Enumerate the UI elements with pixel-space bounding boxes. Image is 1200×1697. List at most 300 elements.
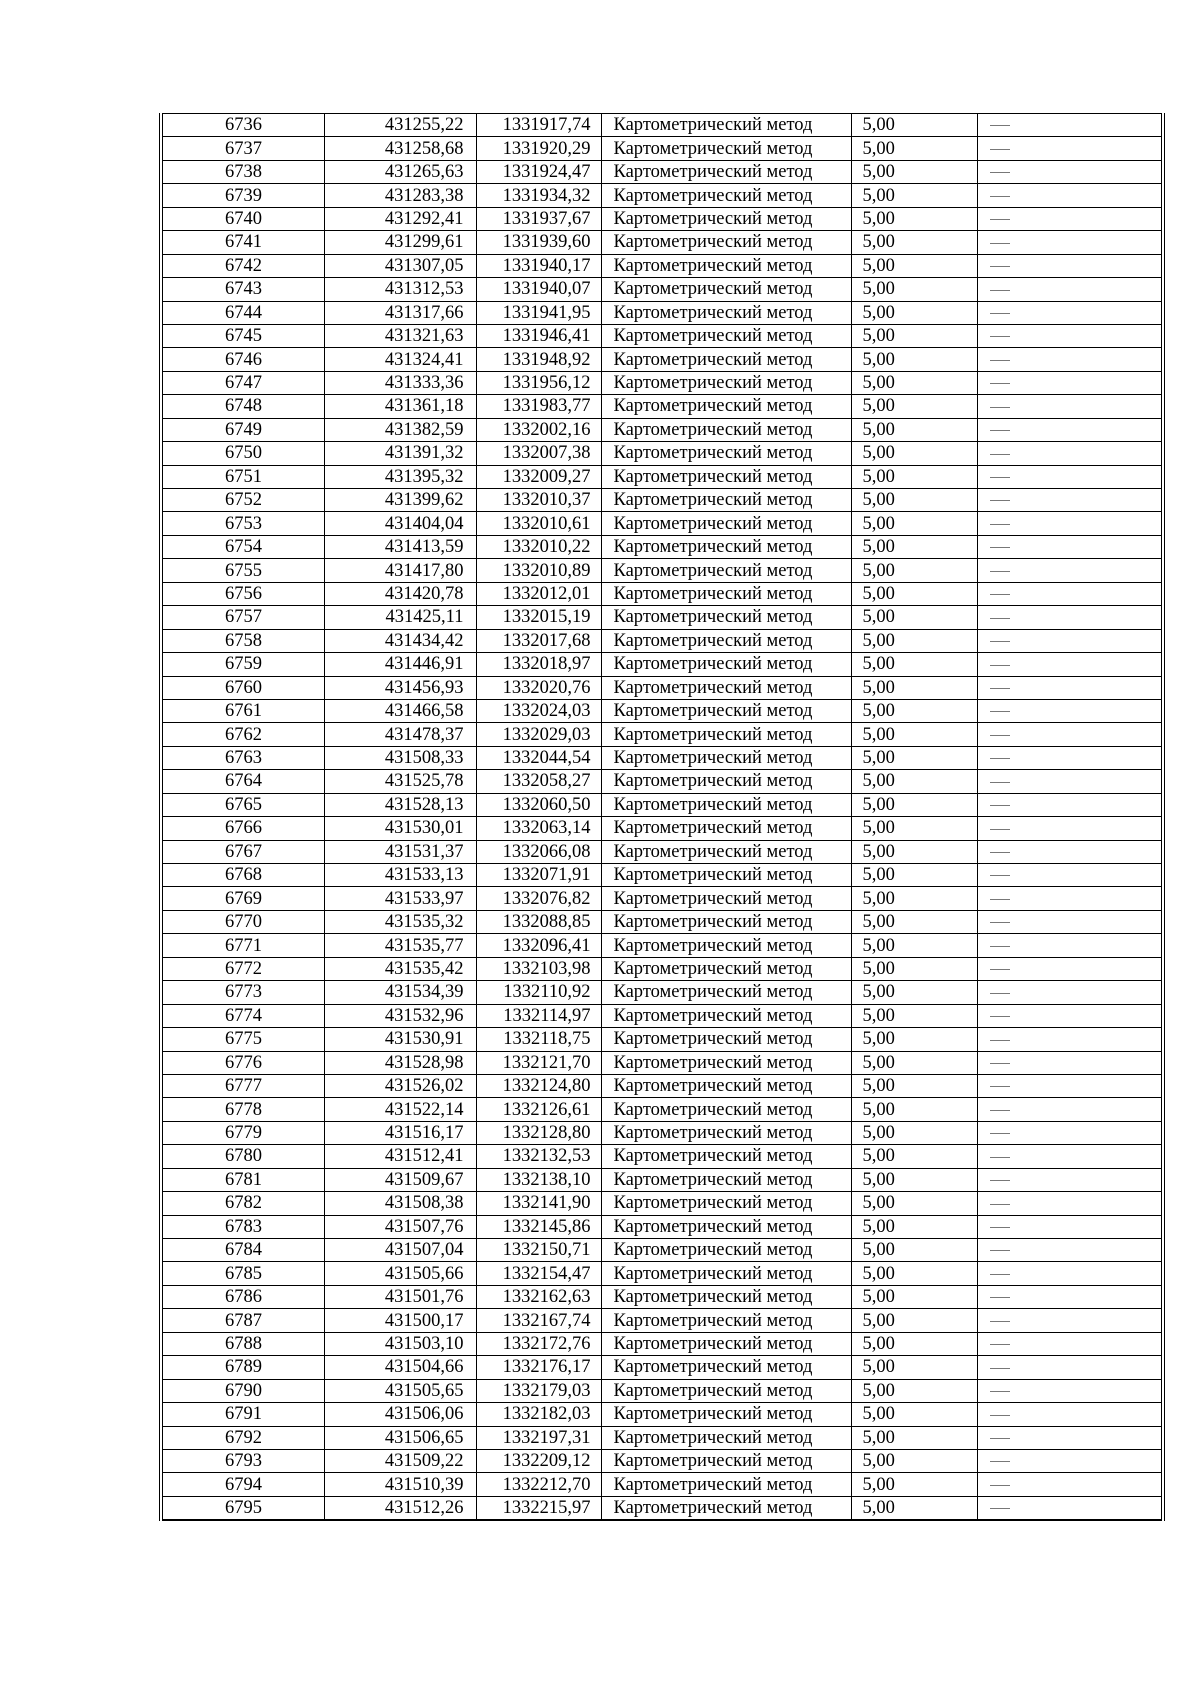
- y-coordinate-cell: 1332154,47: [476, 1262, 601, 1285]
- note-cell: [977, 1356, 1163, 1379]
- precision-cell: 5,00: [851, 301, 977, 324]
- y-coordinate-cell: 1332145,86: [476, 1215, 601, 1238]
- point-number-cell: 6757: [161, 606, 324, 629]
- point-number-cell: 6745: [161, 324, 324, 347]
- table-row: [161, 699, 1163, 722]
- x-coordinate-cell: 431509,67: [324, 1168, 476, 1191]
- point-number-cell: 6766: [161, 817, 324, 840]
- table-row: [161, 1145, 1163, 1168]
- point-number-cell: 6741: [161, 231, 324, 254]
- note-cell: [977, 114, 1163, 137]
- method-cell: Картометрический метод: [601, 371, 851, 394]
- method-cell: Картометрический метод: [601, 1309, 851, 1332]
- method-cell: Картометрический метод: [601, 489, 851, 512]
- dash-mark: [990, 149, 1010, 150]
- y-coordinate-cell: 1332010,61: [476, 512, 601, 535]
- y-coordinate-cell: 1332063,14: [476, 817, 601, 840]
- method-cell: Картометрический метод: [601, 1028, 851, 1051]
- dash-mark: [990, 430, 1010, 431]
- table-row: [161, 324, 1163, 347]
- method-cell: Картометрический метод: [601, 1426, 851, 1449]
- method-cell: Картометрический метод: [601, 1074, 851, 1097]
- note-cell: [977, 1309, 1163, 1332]
- table-row: [161, 840, 1163, 863]
- table-row: [161, 1356, 1163, 1379]
- precision-cell: 5,00: [851, 1145, 977, 1168]
- note-cell: [977, 676, 1163, 699]
- y-coordinate-cell: 1332141,90: [476, 1192, 601, 1215]
- y-coordinate-cell: 1332209,12: [476, 1449, 601, 1472]
- precision-cell: 5,00: [851, 184, 977, 207]
- table-row: [161, 1168, 1163, 1191]
- method-cell: Картометрический метод: [601, 465, 851, 488]
- table-row: [161, 418, 1163, 441]
- note-cell: [977, 207, 1163, 230]
- precision-cell: 5,00: [851, 1473, 977, 1496]
- table-row: [161, 793, 1163, 816]
- precision-cell: 5,00: [851, 1403, 977, 1426]
- method-cell: Картометрический метод: [601, 231, 851, 254]
- x-coordinate-cell: 431530,91: [324, 1028, 476, 1051]
- method-cell: Картометрический метод: [601, 301, 851, 324]
- dash-mark: [990, 641, 1010, 642]
- point-number-cell: 6753: [161, 512, 324, 535]
- x-coordinate-cell: 431265,63: [324, 160, 476, 183]
- method-cell: Картометрический метод: [601, 442, 851, 465]
- y-coordinate-cell: 1332179,03: [476, 1379, 601, 1402]
- point-number-cell: 6760: [161, 676, 324, 699]
- point-number-cell: 6746: [161, 348, 324, 371]
- precision-cell: 5,00: [851, 114, 977, 137]
- precision-cell: 5,00: [851, 699, 977, 722]
- method-cell: Картометрический метод: [601, 1145, 851, 1168]
- note-cell: [977, 840, 1163, 863]
- y-coordinate-cell: 1332002,16: [476, 418, 601, 441]
- precision-cell: 5,00: [851, 887, 977, 910]
- method-cell: Картометрический метод: [601, 395, 851, 418]
- note-cell: [977, 418, 1163, 441]
- point-number-cell: 6767: [161, 840, 324, 863]
- dash-mark: [990, 805, 1010, 806]
- table-row: [161, 1449, 1163, 1472]
- x-coordinate-cell: 431535,42: [324, 957, 476, 980]
- method-cell: Картометрический метод: [601, 1285, 851, 1308]
- x-coordinate-cell: 431532,96: [324, 1004, 476, 1027]
- point-number-cell: 6752: [161, 489, 324, 512]
- dash-mark: [990, 266, 1010, 267]
- dash-mark: [990, 993, 1010, 994]
- method-cell: Картометрический метод: [601, 1098, 851, 1121]
- y-coordinate-cell: 1332103,98: [476, 957, 601, 980]
- table-row: [161, 887, 1163, 910]
- point-number-cell: 6755: [161, 559, 324, 582]
- point-number-cell: 6744: [161, 301, 324, 324]
- precision-cell: 5,00: [851, 1192, 977, 1215]
- dash-mark: [990, 1344, 1010, 1345]
- dash-mark: [990, 946, 1010, 947]
- point-number-cell: 6759: [161, 653, 324, 676]
- precision-cell: 5,00: [851, 910, 977, 933]
- method-cell: Картометрический метод: [601, 254, 851, 277]
- precision-cell: 5,00: [851, 1379, 977, 1402]
- y-coordinate-cell: 1331920,29: [476, 137, 601, 160]
- note-cell: [977, 887, 1163, 910]
- point-number-cell: 6770: [161, 910, 324, 933]
- precision-cell: 5,00: [851, 395, 977, 418]
- point-number-cell: 6780: [161, 1145, 324, 1168]
- dash-mark: [990, 290, 1010, 291]
- table-row: [161, 1496, 1163, 1519]
- table-row: [161, 1074, 1163, 1097]
- table-row: [161, 1051, 1163, 1074]
- dash-mark: [990, 735, 1010, 736]
- y-coordinate-cell: 1332126,61: [476, 1098, 601, 1121]
- table-row: [161, 1004, 1163, 1027]
- note-cell: [977, 981, 1163, 1004]
- dash-mark: [990, 1368, 1010, 1369]
- point-number-cell: 6773: [161, 981, 324, 1004]
- precision-cell: 5,00: [851, 442, 977, 465]
- note-cell: [977, 348, 1163, 371]
- note-cell: [977, 1379, 1163, 1402]
- precision-cell: 5,00: [851, 957, 977, 980]
- y-coordinate-cell: 1332138,10: [476, 1168, 601, 1191]
- x-coordinate-cell: 431255,22: [324, 114, 476, 137]
- method-cell: Картометрический метод: [601, 184, 851, 207]
- table-row: [161, 1192, 1163, 1215]
- note-cell: [977, 231, 1163, 254]
- y-coordinate-cell: 1332088,85: [476, 910, 601, 933]
- y-coordinate-cell: 1332010,22: [476, 535, 601, 558]
- precision-cell: 5,00: [851, 1262, 977, 1285]
- precision-cell: 5,00: [851, 1028, 977, 1051]
- precision-cell: 5,00: [851, 1356, 977, 1379]
- table-row: [161, 535, 1163, 558]
- table-row: [161, 371, 1163, 394]
- note-cell: [977, 395, 1163, 418]
- y-coordinate-cell: 1332009,27: [476, 465, 601, 488]
- table-row: [161, 746, 1163, 769]
- table-row: [161, 1379, 1163, 1402]
- precision-cell: 5,00: [851, 1051, 977, 1074]
- x-coordinate-cell: 431530,01: [324, 817, 476, 840]
- table-row: [161, 160, 1163, 183]
- dash-mark: [990, 243, 1010, 244]
- point-number-cell: 6779: [161, 1121, 324, 1144]
- dash-mark: [990, 688, 1010, 689]
- dash-mark: [990, 477, 1010, 478]
- precision-cell: 5,00: [851, 418, 977, 441]
- table-row: [161, 1239, 1163, 1262]
- note-cell: [977, 535, 1163, 558]
- dash-mark: [990, 711, 1010, 712]
- method-cell: Картометрический метод: [601, 629, 851, 652]
- point-number-cell: 6761: [161, 699, 324, 722]
- table-row: [161, 559, 1163, 582]
- point-number-cell: 6783: [161, 1215, 324, 1238]
- point-number-cell: 6751: [161, 465, 324, 488]
- y-coordinate-cell: 1331983,77: [476, 395, 601, 418]
- x-coordinate-cell: 431534,39: [324, 981, 476, 1004]
- precision-cell: 5,00: [851, 160, 977, 183]
- point-number-cell: 6769: [161, 887, 324, 910]
- method-cell: Картометрический метод: [601, 746, 851, 769]
- method-cell: Картометрический метод: [601, 1332, 851, 1355]
- x-coordinate-cell: 431321,63: [324, 324, 476, 347]
- coordinates-table: [159, 113, 1165, 1521]
- x-coordinate-cell: 431509,22: [324, 1449, 476, 1472]
- point-number-cell: 6739: [161, 184, 324, 207]
- y-coordinate-cell: 1332024,03: [476, 699, 601, 722]
- note-cell: [977, 1028, 1163, 1051]
- method-cell: Картометрический метод: [601, 653, 851, 676]
- table-row: [161, 395, 1163, 418]
- note-cell: [977, 1332, 1163, 1355]
- y-coordinate-cell: 1332118,75: [476, 1028, 601, 1051]
- point-number-cell: 6793: [161, 1449, 324, 1472]
- table-row: [161, 676, 1163, 699]
- dash-mark: [990, 1204, 1010, 1205]
- note-cell: [977, 137, 1163, 160]
- dash-mark: [990, 454, 1010, 455]
- note-cell: [977, 559, 1163, 582]
- precision-cell: 5,00: [851, 934, 977, 957]
- table-row: [161, 1215, 1163, 1238]
- note-cell: [977, 371, 1163, 394]
- x-coordinate-cell: 431531,37: [324, 840, 476, 863]
- precision-cell: 5,00: [851, 981, 977, 1004]
- x-coordinate-cell: 431526,02: [324, 1074, 476, 1097]
- point-number-cell: 6742: [161, 254, 324, 277]
- y-coordinate-cell: 1331948,92: [476, 348, 601, 371]
- x-coordinate-cell: 431501,76: [324, 1285, 476, 1308]
- precision-cell: 5,00: [851, 606, 977, 629]
- precision-cell: 5,00: [851, 254, 977, 277]
- note-cell: [977, 489, 1163, 512]
- note-cell: [977, 160, 1163, 183]
- x-coordinate-cell: 431533,13: [324, 864, 476, 887]
- table-row: [161, 231, 1163, 254]
- dash-mark: [990, 1016, 1010, 1017]
- y-coordinate-cell: 1332162,63: [476, 1285, 601, 1308]
- y-coordinate-cell: 1332015,19: [476, 606, 601, 629]
- y-coordinate-cell: 1331940,17: [476, 254, 601, 277]
- x-coordinate-cell: 431506,65: [324, 1426, 476, 1449]
- x-coordinate-cell: 431528,13: [324, 793, 476, 816]
- x-coordinate-cell: 431420,78: [324, 582, 476, 605]
- point-number-cell: 6768: [161, 864, 324, 887]
- precision-cell: 5,00: [851, 676, 977, 699]
- note-cell: [977, 1121, 1163, 1144]
- table-row: [161, 301, 1163, 324]
- method-cell: Картометрический метод: [601, 512, 851, 535]
- method-cell: Картометрический метод: [601, 910, 851, 933]
- y-coordinate-cell: 1332044,54: [476, 746, 601, 769]
- dash-mark: [990, 313, 1010, 314]
- dash-mark: [990, 758, 1010, 759]
- point-number-cell: 6776: [161, 1051, 324, 1074]
- point-number-cell: 6785: [161, 1262, 324, 1285]
- precision-cell: 5,00: [851, 723, 977, 746]
- x-coordinate-cell: 431512,26: [324, 1496, 476, 1519]
- precision-cell: 5,00: [851, 817, 977, 840]
- table-row: [161, 512, 1163, 535]
- y-coordinate-cell: 1332114,97: [476, 1004, 601, 1027]
- note-cell: [977, 1426, 1163, 1449]
- table-row: [161, 1332, 1163, 1355]
- note-cell: [977, 723, 1163, 746]
- table-row: [161, 1028, 1163, 1051]
- y-coordinate-cell: 1331946,41: [476, 324, 601, 347]
- note-cell: [977, 1004, 1163, 1027]
- method-cell: Картометрический метод: [601, 1192, 851, 1215]
- table-row: [161, 1285, 1163, 1308]
- point-number-cell: 6781: [161, 1168, 324, 1191]
- method-cell: Картометрический метод: [601, 770, 851, 793]
- method-cell: Картометрический метод: [601, 1215, 851, 1238]
- point-number-cell: 6740: [161, 207, 324, 230]
- method-cell: Картометрический метод: [601, 1473, 851, 1496]
- note-cell: [977, 465, 1163, 488]
- precision-cell: 5,00: [851, 465, 977, 488]
- dash-mark: [990, 1227, 1010, 1228]
- note-cell: [977, 746, 1163, 769]
- method-cell: Картометрический метод: [601, 1403, 851, 1426]
- x-coordinate-cell: 431361,18: [324, 395, 476, 418]
- precision-cell: 5,00: [851, 1168, 977, 1191]
- precision-cell: 5,00: [851, 1004, 977, 1027]
- method-cell: Картометрический метод: [601, 559, 851, 582]
- y-coordinate-cell: 1332150,71: [476, 1239, 601, 1262]
- dash-mark: [990, 1063, 1010, 1064]
- dash-mark: [990, 524, 1010, 525]
- point-number-cell: 6772: [161, 957, 324, 980]
- point-number-cell: 6786: [161, 1285, 324, 1308]
- x-coordinate-cell: 431317,66: [324, 301, 476, 324]
- dash-mark: [990, 594, 1010, 595]
- method-cell: Картометрический метод: [601, 1004, 851, 1027]
- table-row: [161, 653, 1163, 676]
- method-cell: Картометрический метод: [601, 137, 851, 160]
- x-coordinate-cell: 431525,78: [324, 770, 476, 793]
- dash-mark: [990, 1250, 1010, 1251]
- point-number-cell: 6777: [161, 1074, 324, 1097]
- method-cell: Картометрический метод: [601, 418, 851, 441]
- dash-mark: [990, 219, 1010, 220]
- precision-cell: 5,00: [851, 371, 977, 394]
- x-coordinate-cell: 431299,61: [324, 231, 476, 254]
- dash-mark: [990, 1391, 1010, 1392]
- point-number-cell: 6790: [161, 1379, 324, 1402]
- y-coordinate-cell: 1332172,76: [476, 1332, 601, 1355]
- table-row: [161, 1121, 1163, 1144]
- precision-cell: 5,00: [851, 629, 977, 652]
- note-cell: [977, 699, 1163, 722]
- y-coordinate-cell: 1332215,97: [476, 1496, 601, 1519]
- point-number-cell: 6787: [161, 1309, 324, 1332]
- method-cell: Картометрический метод: [601, 793, 851, 816]
- table-row: [161, 957, 1163, 980]
- point-number-cell: 6756: [161, 582, 324, 605]
- dash-mark: [990, 1297, 1010, 1298]
- precision-cell: 5,00: [851, 1239, 977, 1262]
- x-coordinate-cell: 431507,76: [324, 1215, 476, 1238]
- precision-cell: 5,00: [851, 1426, 977, 1449]
- x-coordinate-cell: 431500,17: [324, 1309, 476, 1332]
- point-number-cell: 6737: [161, 137, 324, 160]
- precision-cell: 5,00: [851, 489, 977, 512]
- table-row: [161, 981, 1163, 1004]
- note-cell: [977, 770, 1163, 793]
- y-coordinate-cell: 1332018,97: [476, 653, 601, 676]
- x-coordinate-cell: 431503,10: [324, 1332, 476, 1355]
- note-cell: [977, 1403, 1163, 1426]
- point-number-cell: 6788: [161, 1332, 324, 1355]
- y-coordinate-cell: 1331937,67: [476, 207, 601, 230]
- table-row: [161, 137, 1163, 160]
- precision-cell: 5,00: [851, 535, 977, 558]
- method-cell: Картометрический метод: [601, 699, 851, 722]
- y-coordinate-cell: 1332167,74: [476, 1309, 601, 1332]
- table-row: [161, 1403, 1163, 1426]
- method-cell: Картометрический метод: [601, 1496, 851, 1519]
- note-cell: [977, 1051, 1163, 1074]
- method-cell: Картометрический метод: [601, 887, 851, 910]
- dash-mark: [990, 829, 1010, 830]
- y-coordinate-cell: 1331939,60: [476, 231, 601, 254]
- x-coordinate-cell: 431312,53: [324, 278, 476, 301]
- x-coordinate-cell: 431466,58: [324, 699, 476, 722]
- method-cell: Картометрический метод: [601, 1356, 851, 1379]
- x-coordinate-cell: 431446,91: [324, 653, 476, 676]
- note-cell: [977, 653, 1163, 676]
- y-coordinate-cell: 1332096,41: [476, 934, 601, 957]
- precision-cell: 5,00: [851, 1285, 977, 1308]
- dash-mark: [990, 852, 1010, 853]
- point-number-cell: 6795: [161, 1496, 324, 1519]
- y-coordinate-cell: 1332020,76: [476, 676, 601, 699]
- x-coordinate-cell: 431505,65: [324, 1379, 476, 1402]
- table-row: [161, 606, 1163, 629]
- note-cell: [977, 1074, 1163, 1097]
- y-coordinate-cell: 1332058,27: [476, 770, 601, 793]
- table-row: [161, 114, 1163, 137]
- x-coordinate-cell: 431391,32: [324, 442, 476, 465]
- dash-mark: [990, 125, 1010, 126]
- y-coordinate-cell: 1332066,08: [476, 840, 601, 863]
- x-coordinate-cell: 431535,32: [324, 910, 476, 933]
- dash-mark: [990, 571, 1010, 572]
- precision-cell: 5,00: [851, 1098, 977, 1121]
- precision-cell: 5,00: [851, 1496, 977, 1519]
- table-row: [161, 629, 1163, 652]
- y-coordinate-cell: 1332197,31: [476, 1426, 601, 1449]
- method-cell: Картометрический метод: [601, 1239, 851, 1262]
- x-coordinate-cell: 431478,37: [324, 723, 476, 746]
- dash-mark: [990, 665, 1010, 666]
- table-row: [161, 1098, 1163, 1121]
- method-cell: Картометрический метод: [601, 1051, 851, 1074]
- table-row: [161, 489, 1163, 512]
- note-cell: [977, 1449, 1163, 1472]
- dash-mark: [990, 1040, 1010, 1041]
- note-cell: [977, 1098, 1163, 1121]
- table-row: [161, 582, 1163, 605]
- point-number-cell: 6762: [161, 723, 324, 746]
- dash-mark: [990, 1321, 1010, 1322]
- note-cell: [977, 793, 1163, 816]
- x-coordinate-cell: 431533,97: [324, 887, 476, 910]
